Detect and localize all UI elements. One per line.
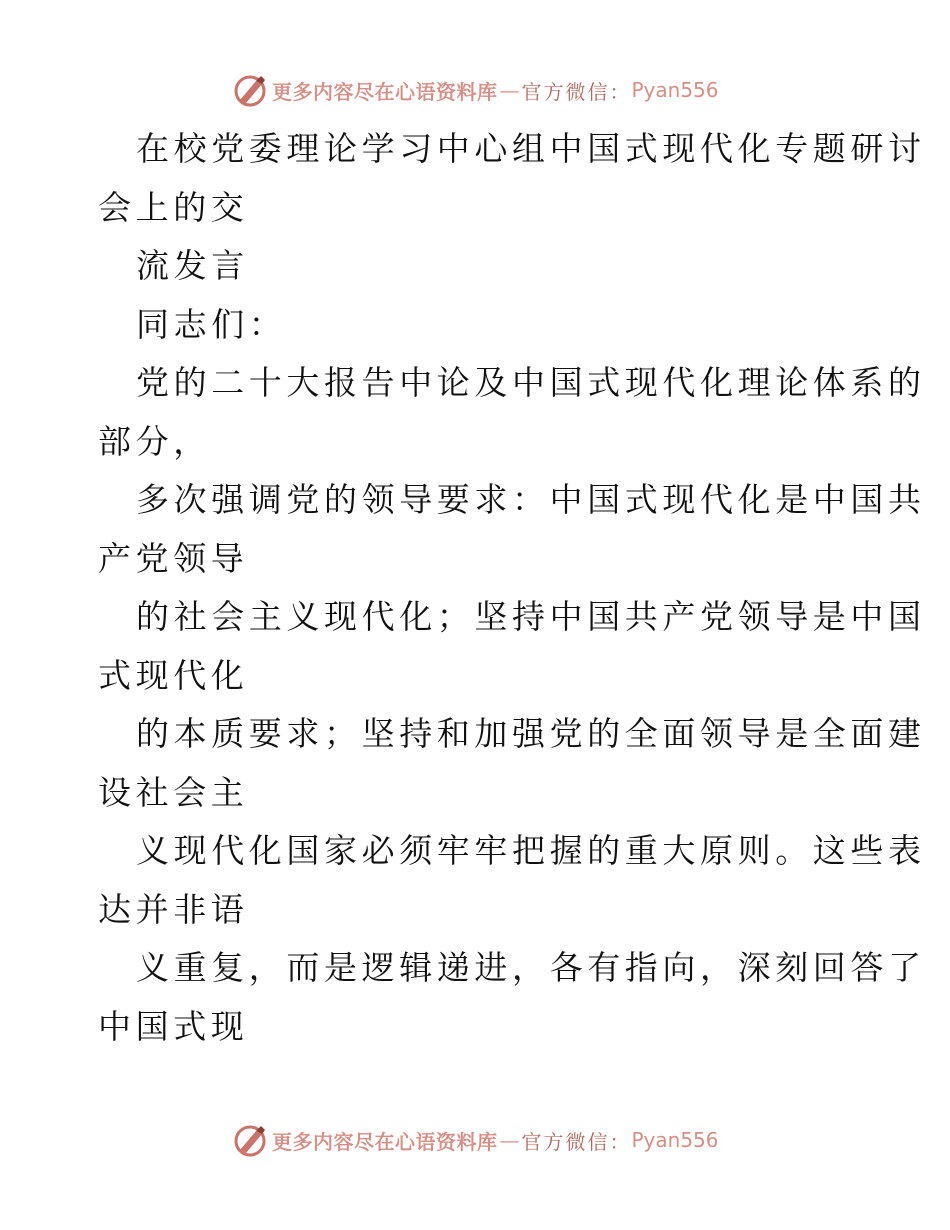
- footer-watermark: [232, 1120, 719, 1160]
- watermark-wechat-label: 官方微信：: [521, 79, 632, 104]
- paragraph-line: 设社会主: [98, 772, 249, 812]
- watermark-text: 更多内容尽在心语资料库: [272, 79, 498, 104]
- salutation: 同志们：: [136, 304, 287, 344]
- pen-nib-logo-icon: [232, 72, 268, 108]
- title-line: 流发言: [136, 246, 249, 285]
- watermark-wechat-id: Pyan556: [631, 78, 719, 102]
- paragraph-line: 多次强调党的领导要求：中国式现代化是中国共: [136, 480, 926, 519]
- paragraph-line: 达并非语: [98, 889, 249, 929]
- pen-nib-logo-icon: [232, 1122, 268, 1158]
- watermark-text: 更多内容尽在心语资料库: [272, 1129, 498, 1154]
- watermark-separator: —: [499, 1128, 520, 1152]
- paragraph-line: 的本质要求；坚持和加强党的全面领导是全面建: [136, 714, 926, 753]
- paragraph-line: 党的二十大报告中论及中国式现代化理论体系的: [136, 363, 926, 402]
- paragraph-line: 义现代化国家必须牢牢把握的重大原则。这些表: [136, 831, 926, 870]
- paragraph-line: 式现代化: [98, 655, 249, 695]
- paragraph-line: 中国式现: [98, 1006, 249, 1046]
- title-line: 会上的交: [98, 187, 249, 227]
- paragraph-line: 产党领导: [98, 538, 249, 578]
- watermark-separator: —: [499, 78, 520, 102]
- paragraph-line: 部分，: [98, 421, 211, 461]
- watermark-wechat-label: 官方微信：: [521, 1129, 632, 1154]
- header-watermark: [232, 70, 719, 110]
- paragraph-line: 义重复，而是逻辑递进，各有指向，深刻回答了: [136, 948, 926, 987]
- watermark-wechat-id: Pyan556: [631, 1128, 719, 1152]
- document-body: [98, 120, 926, 1056]
- paragraph-line: 的社会主义现代化；坚持中国共产党领导是中国: [136, 597, 926, 636]
- title-line: 在校党委理论学习中心组中国式现代化专题研讨: [136, 129, 926, 168]
